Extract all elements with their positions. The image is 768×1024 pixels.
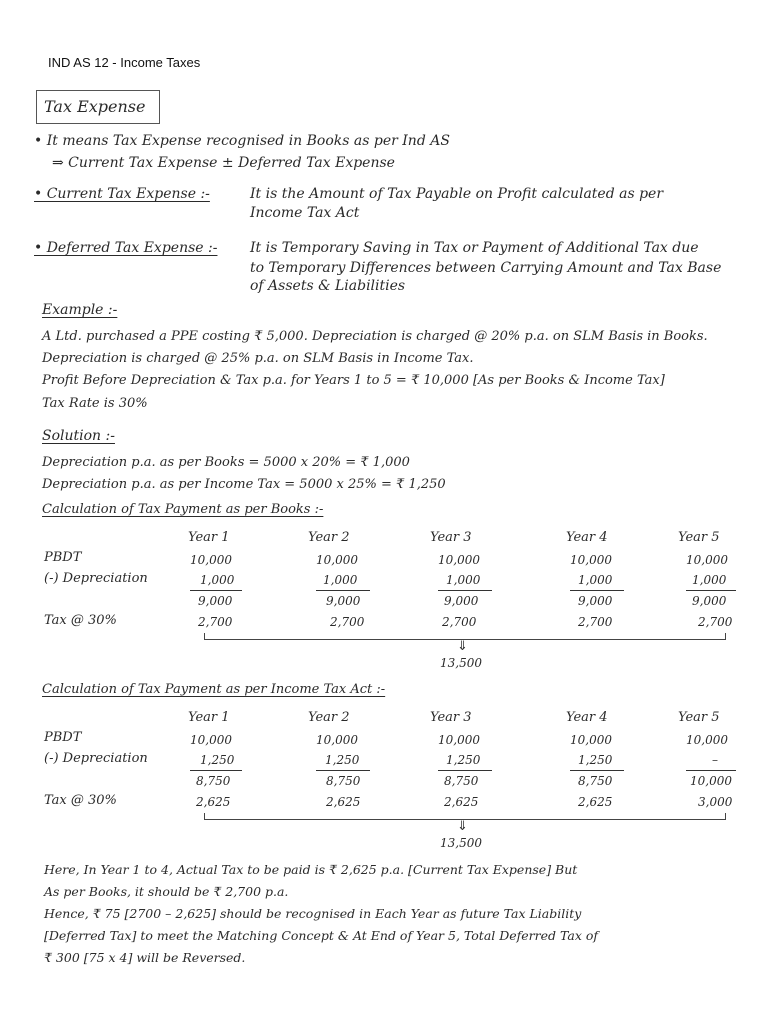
books-net-y2: 9,000 (326, 594, 361, 608)
conclusion-line-3: Hence, ₹ 75 [2700 – 2,625] should be recognised in Each Year as future Tax Liability (44, 906, 582, 921)
books-dep-y2: 1,000 (323, 573, 358, 587)
tax-act-pbdt-y1: 10,000 (190, 733, 232, 747)
deferred-tax-label: • Deferred Tax Expense :- (34, 240, 218, 256)
tax-act-pbdt-y5: 10,000 (686, 733, 728, 747)
books-dep-y3: 1,000 (446, 573, 481, 587)
books-dep-y4: 1,000 (578, 573, 613, 587)
tax-act-net-y3: 8,750 (444, 774, 479, 788)
tax-act-net-y4: 8,750 (578, 774, 613, 788)
books-dep-y1: 1,000 (200, 573, 235, 587)
example-line-4: Tax Rate is 30% (42, 396, 148, 411)
books-tax-y4: 2,700 (578, 615, 613, 629)
tax-act-pbdt-y4: 10,000 (570, 733, 612, 747)
tax-act-tax-y2: 2,625 (326, 795, 361, 809)
tax-act-tax-y3: 2,625 (444, 795, 479, 809)
tax-act-net-y1: 8,750 (196, 774, 231, 788)
tax-act-dep-y1: 1,250 (200, 753, 235, 767)
tax-act-dep-y3: 1,250 (446, 753, 481, 767)
books-total-arrow-icon: ⇓ (457, 639, 468, 654)
books-tax-y2: 2,700 (330, 615, 365, 629)
tax-act-pbdt-y2: 10,000 (316, 733, 358, 747)
books-tax-y1: 2,700 (198, 615, 233, 629)
bullet-tax-expense-formula: ⇒ Current Tax Expense ± Deferred Tax Expense (52, 155, 395, 171)
solution-heading: Solution :- (42, 428, 115, 444)
books-pbdt-y4: 10,000 (570, 553, 612, 567)
books-rule-y5 (686, 590, 736, 591)
books-tax-y3: 2,700 (442, 615, 477, 629)
books-pbdt-y3: 10,000 (438, 553, 480, 567)
books-col-year-1: Year 1 (188, 530, 230, 545)
current-tax-definition-2: Income Tax Act (250, 205, 360, 221)
tax-act-rule-y5 (686, 770, 736, 771)
books-rule-y2 (316, 590, 370, 591)
deferred-tax-definition-3: of Assets & Liabilities (250, 278, 406, 294)
books-col-year-5: Year 5 (678, 530, 720, 545)
tax-act-col-year-5: Year 5 (678, 710, 720, 725)
books-rule-y4 (570, 590, 624, 591)
books-row-label-pbdt: PBDT (44, 550, 82, 565)
tax-act-rule-y1 (190, 770, 242, 771)
books-rule-y1 (190, 590, 242, 591)
conclusion-line-5: ₹ 300 [75 x 4] will be Reversed. (44, 950, 246, 965)
books-pbdt-y5: 10,000 (686, 553, 728, 567)
books-col-year-2: Year 2 (308, 530, 350, 545)
current-tax-definition-1: It is the Amount of Tax Payable on Profit calculated as per (250, 186, 664, 202)
books-pbdt-y1: 10,000 (190, 553, 232, 567)
tax-act-dep-y2: 1,250 (325, 753, 360, 767)
conclusion-line-2: As per Books, it should be ₹ 2,700 p.a. (44, 884, 289, 899)
tax-act-table-heading: Calculation of Tax Payment as per Income Tax Act :- (42, 682, 386, 697)
books-dep-y5: 1,000 (692, 573, 727, 587)
tax-act-tax-y1: 2,625 (196, 795, 231, 809)
books-row-label-tax: Tax @ 30% (44, 613, 117, 628)
page-header-title: IND AS 12 - Income Taxes (48, 55, 201, 70)
deferred-tax-definition-2: to Temporary Differences between Carrying Amount and Tax Base (250, 260, 722, 276)
current-tax-label: • Current Tax Expense :- (34, 186, 210, 202)
bullet-tax-expense-meaning: • It means Tax Expense recognised in Books as per Ind AS (34, 133, 450, 149)
books-table-heading: Calculation of Tax Payment as per Books :- (42, 502, 324, 517)
tax-act-row-label-depreciation: (-) Depreciation (44, 751, 148, 766)
depreciation-income-tax: Depreciation p.a. as per Income Tax = 5000 x 25% = ₹ 1,250 (42, 477, 446, 492)
tax-act-col-year-3: Year 3 (430, 710, 472, 725)
conclusion-line-1: Here, In Year 1 to 4, Actual Tax to be paid is ₹ 2,625 p.a. [Current Tax Expense] But (44, 862, 578, 877)
books-pbdt-y2: 10,000 (316, 553, 358, 567)
example-line-2: Depreciation is charged @ 25% p.a. on SLM Basis in Income Tax. (42, 351, 474, 366)
books-row-label-depreciation: (-) Depreciation (44, 571, 148, 586)
tax-act-net-y5: 10,000 (690, 774, 732, 788)
books-rule-y3 (438, 590, 492, 591)
tax-act-col-year-2: Year 2 (308, 710, 350, 725)
tax-act-rule-y3 (438, 770, 492, 771)
tax-act-row-label-pbdt: PBDT (44, 730, 82, 745)
books-net-y4: 9,000 (578, 594, 613, 608)
tax-act-rule-y2 (316, 770, 370, 771)
books-net-y3: 9,000 (444, 594, 479, 608)
tax-act-tax-y4: 2,625 (578, 795, 613, 809)
depreciation-books: Depreciation p.a. as per Books = 5000 x 20% = ₹ 1,000 (42, 455, 410, 470)
books-net-y1: 9,000 (198, 594, 233, 608)
tax-act-dep-y4: 1,250 (578, 753, 613, 767)
tax-act-col-year-1: Year 1 (188, 710, 230, 725)
tax-act-pbdt-y3: 10,000 (438, 733, 480, 747)
tax-act-row-label-tax: Tax @ 30% (44, 793, 117, 808)
section-title: Tax Expense (44, 97, 146, 116)
conclusion-line-4: [Deferred Tax] to meet the Matching Concept & At End of Year 5, Total Deferred Tax of (44, 928, 599, 943)
tax-act-col-year-4: Year 4 (566, 710, 608, 725)
tax-act-net-y2: 8,750 (326, 774, 361, 788)
tax-act-rule-y4 (570, 770, 624, 771)
example-line-3: Profit Before Depreciation & Tax p.a. for Years 1 to 5 = ₹ 10,000 [As per Books & Income Tax] (42, 373, 665, 388)
tax-act-total-tax: 13,500 (440, 836, 482, 850)
books-tax-y5: 2,700 (698, 615, 733, 629)
tax-act-dep-y5: – (712, 753, 718, 767)
example-line-1: A Ltd. purchased a PPE costing ₹ 5,000. Depreciation is charged @ 20% p.a. on SLM Basis in Books. (42, 329, 708, 344)
deferred-tax-definition-1: It is Temporary Saving in Tax or Payment of Additional Tax due (250, 240, 699, 256)
example-heading: Example :- (42, 302, 118, 318)
books-col-year-3: Year 3 (430, 530, 472, 545)
books-total-tax: 13,500 (440, 656, 482, 670)
books-net-y5: 9,000 (692, 594, 727, 608)
tax-act-total-arrow-icon: ⇓ (457, 819, 468, 834)
tax-act-tax-y5: 3,000 (698, 795, 733, 809)
books-col-year-4: Year 4 (566, 530, 608, 545)
